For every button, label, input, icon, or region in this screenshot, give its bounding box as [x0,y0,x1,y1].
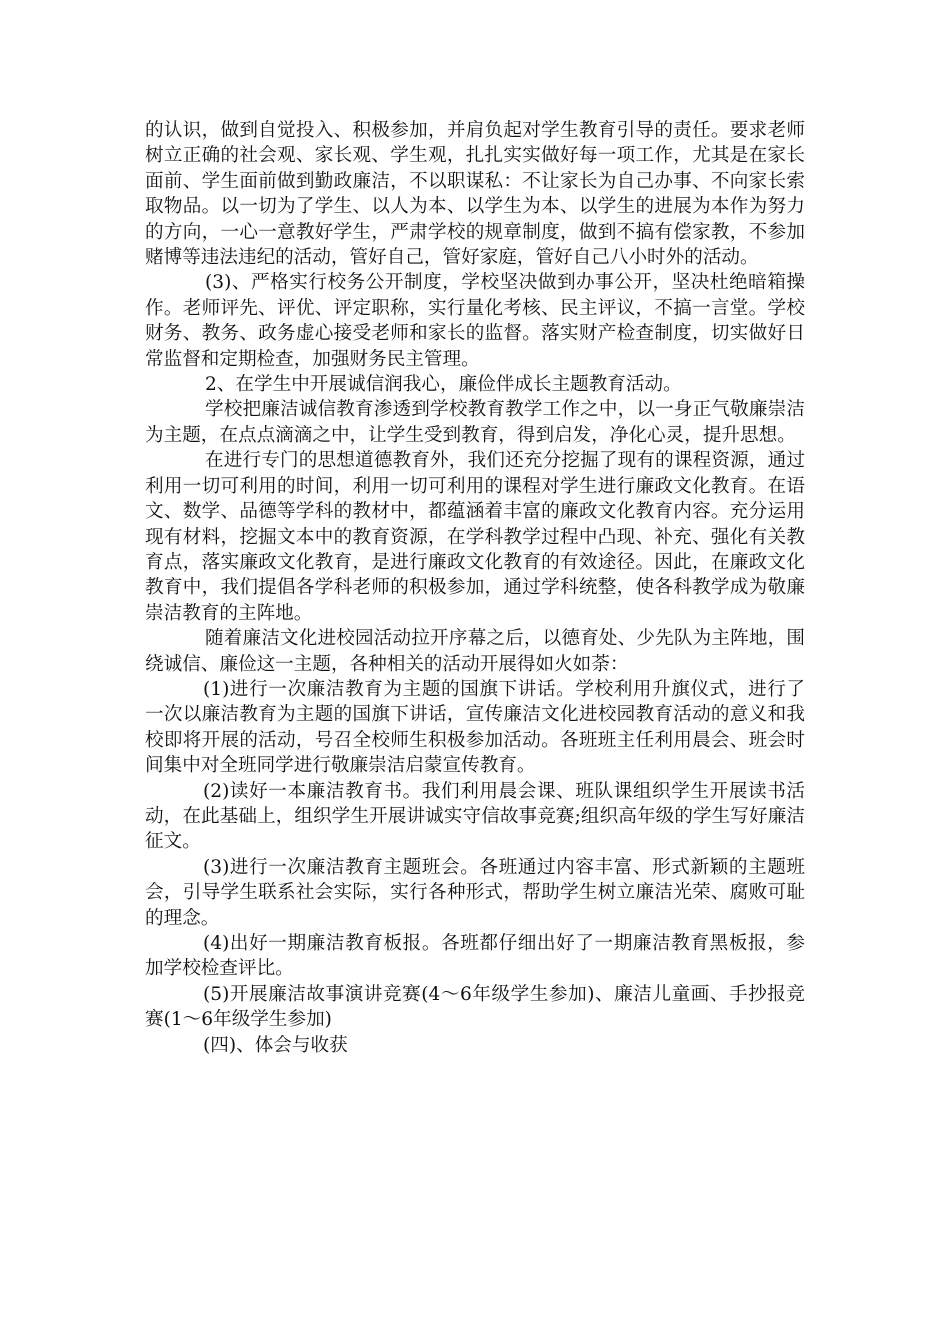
list-item-5-contests: (5)开展廉洁故事演讲竞赛(4～6年级学生参加)、廉洁儿童画、手抄报竞赛(1～6年级学生参加) [145,983,805,1031]
section-heading-2: 2、在学生中开展诚信润我心，廉俭伴成长主题教育活动。 [205,374,682,396]
paragraph-activities-intro: 随着廉洁文化进校园活动拉开序幕之后，以德育处、少先队为主阵地，围绕诚信、廉俭这一主题，各种相关的活动开展得如火如荼： [145,628,805,675]
paragraph-continuation: 的认识，做到自觉投入、积极参加，并肩负起对学生教育引导的责任。要求老师树立正确的社会观、家长观、学生观，扎扎实实做好每一项工作，尤其是在家长面前、学生面前做到勤政廉洁，不以职谋私：不让家长为自己办事、不向家长索取物品。以一切为了学生、以人为本、以学生为本、以学生的进展为本作为努力的方向，一心一意教好学生，严肃学校的规章制度，做到不搞有偿家教，不参加赌博等违法违纪的活动，管好自己，管好家庭，管好自己八小时外的活动。 [145,120,805,269]
document-body [145,118,805,1058]
list-item-1-flag-speech: (1)进行一次廉洁教育为主题的国旗下讲话。学校利用升旗仪式，进行了一次以廉洁教育为主题的国旗下讲话，宣传廉洁文化进校园教育活动的意义和我校即将开展的活动，号召全校师生积极参加活动。各班班主任利用晨会、班会时间集中对全班同学进行敬廉崇洁启蒙宣传教育。 [145,678,805,777]
paragraph-curriculum-resources: 在进行专门的思想道德教育外，我们还充分挖掘了现有的课程资源，通过利用一切可利用的时间，利用一切可利用的课程对学生进行廉政文化教育。在语文、数学、品德等学科的教材中，都蕴涵着丰富的廉政文化教育内容。充分运用现有材料，挖掘文本中的教育资源，在学科教学过程中凸现、补充、强化有关教育点，落实廉政文化教育，是进行廉政文化教育的有效途径。因此，在廉政文化教育中，我们提倡各学科老师的积极参加，通过学科统整，使各科教学成为敬廉崇洁教育的主阵地。 [145,450,805,624]
list-item-2-reading: (2)读好一本廉洁教育书。我们利用晨会课、班队课组织学生开展读书活动，在此基础上，组织学生开展讲诚实守信故事竞赛;组织高年级的学生写好廉洁征文。 [145,780,805,853]
list-item-4-blackboard: (4)出好一期廉洁教育板报。各班都仔细出好了一期廉洁教育黑板报，参加学校检查评比。 [145,933,805,980]
paragraph-integrity-education: 学校把廉洁诚信教育渗透到学校教育教学工作之中，以一身正气敬廉崇洁为主题，在点点滴滴之中，让学生受到教育，得到启发，净化心灵，提升思想。 [145,399,805,446]
paragraph-item-3-transparency: (3)、严格实行校务公开制度，学校坚决做到办事公开，坚决杜绝暗箱操作。老师评先、评优、评定职称，实行量化考核、民主评议，不搞一言堂。学校财务、教务、政务虚心接受老师和家长的监督。落实财产检查制度，切实做好日常监督和定期检查，加强财务民主管理。 [145,272,805,370]
section-heading-4: (四)、体会与收获 [203,1034,348,1056]
list-item-3-class-meeting: (3)进行一次廉洁教育主题班会。各班通过内容丰富、形式新颖的主题班会，引导学生联系社会实际，实行各种形式，帮助学生树立廉洁光荣、腐败可耻的理念。 [145,856,805,929]
